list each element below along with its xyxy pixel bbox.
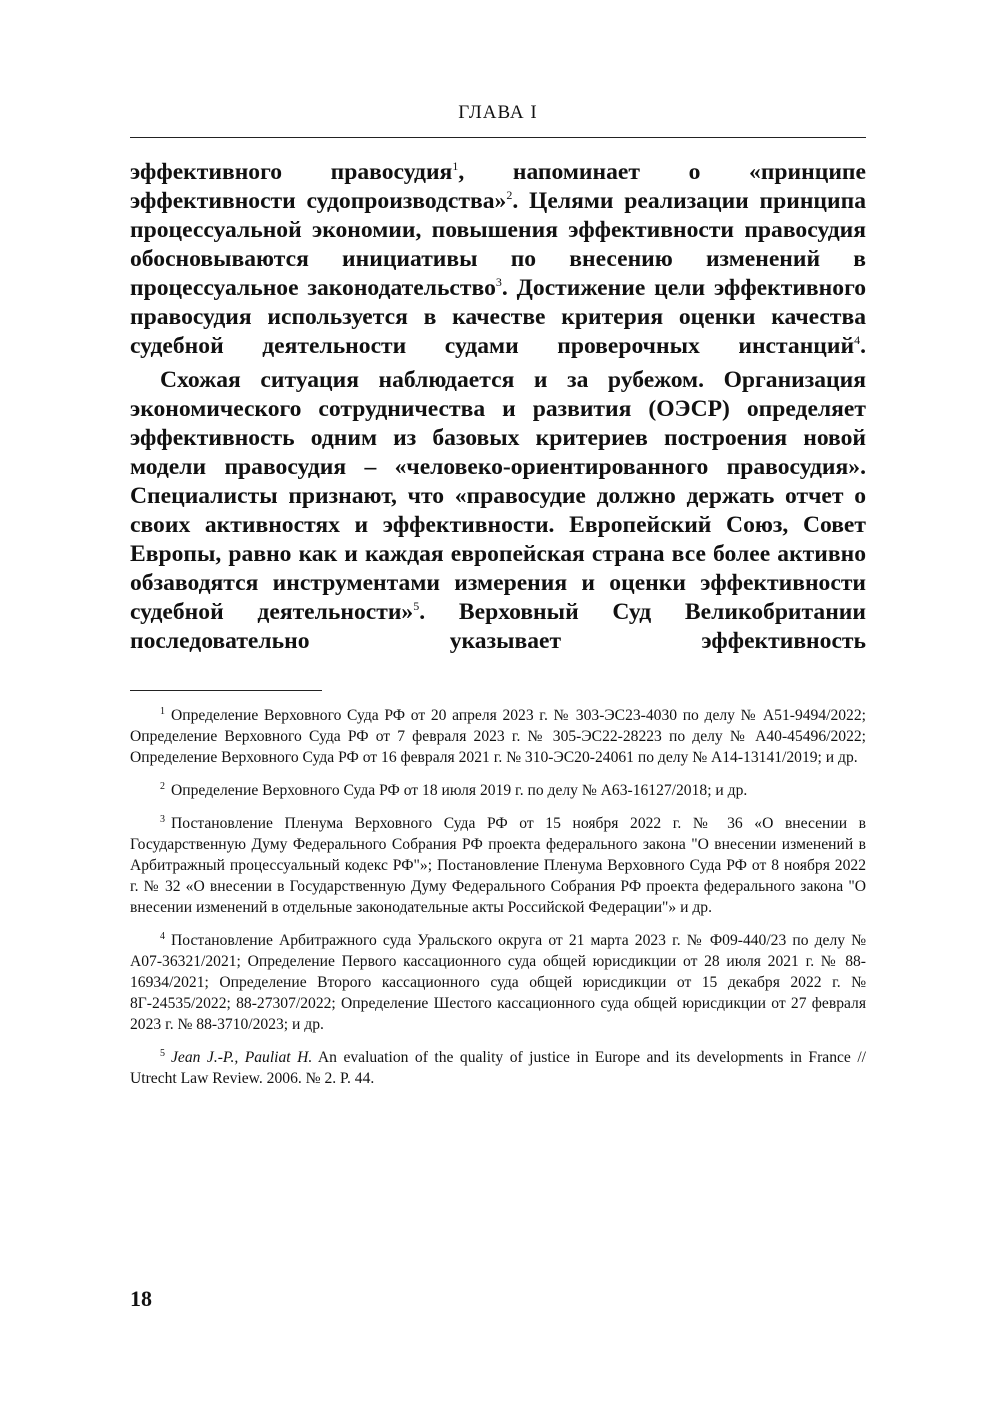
footnote-text: Постановление Пленума Верховного Суда РФ от 15 ноября 2022 г. № 36 «О внесении в Государственную Думу Федерального Собрания РФ проекта федерального закона "О внесении изменений в Арбитражный процессуальный кодекс РФ"»; Постановление Пленума Верховного Суда РФ от 8 ноября 2022 г. № 32 «О внесении в Государственную Думу Федерального Собрания РФ проекта федерального закона "О внесении изменений в отдельные законодательные акты Российской Федерации"» и др. (130, 815, 866, 916)
footnote-rule (130, 690, 322, 691)
paragraph-2: Схожая ситуация наблюдается и за рубежом. Организация экономического сотрудничества и развития (ОЭСР) определяет эффективность одним из базовых критериев построения новой модели правосудия – «человеко-ориентированного правосудия». Специалисты признают, что «правосудие должно держать отчет о своих активностях и эффективности. Европейский Союз, Совет Европы, равно как и каждая европейская страна все более активно обзаводятся инструментами измерения и оценки эффективности судебной деятельности»$^5$. Верховный Суд Великобритании последовательно указывает эффективность (130, 367, 866, 654)
footnotes (130, 705, 866, 1101)
main-text (130, 158, 866, 656)
footnote-1 (130, 705, 866, 768)
footnote-author: Jean J.-P., Pauliat H. (171, 1049, 313, 1066)
footnote-ref-5[interactable]: 5 (413, 599, 420, 614)
footnote-2 (130, 780, 866, 801)
page-number: 18 (130, 1286, 152, 1311)
footnote-number: 3 (160, 813, 165, 825)
running-title: ГЛАВА I (458, 102, 538, 123)
footnote-text: Определение Верховного Суда РФ от 20 апреля 2023 г. № 303-ЭС23-4030 по делу № А51-9494/2022; Определение Верховного Суда РФ от 7 февраля 2023 г. № 305-ЭС22-28223 по делу № А40-45496/2022; Определение Верховного Суда РФ от 16 февраля 2021 г. № 310-ЭС20-24061 по делу № А14-13141/2019; и др. (130, 707, 866, 766)
footnote-number: 5 (160, 1047, 165, 1059)
footnote-3 (130, 813, 866, 918)
footnote-5 (130, 1047, 866, 1089)
footnote-text: Постановление Арбитражного суда Уральского округа от 21 марта 2023 г. № Ф09-440/23 по делу № А07-36321/2021; Определение Первого кассационного суда общей юрисдикции от 28 июля 2021 г. № 88-16934/2021; Определение Второго кассационного суда общей юрисдикции от 15 декабря 2022 г. № 8Г-24535/2022; 88-27307/2022; Определение Шестого кассационного суда общей юрисдикции от 27 февраля 2023 г. № 88-3710/2023; и др. (130, 932, 866, 1033)
footnote-ref-4[interactable]: 4 (854, 333, 861, 348)
footnote-ref-3[interactable]: 3 (495, 275, 502, 290)
footnote-text: An evaluation of the quality of justice in Europe and its developments in France // Utrecht Law Review. 2006. № 2. P. 44. (130, 1049, 867, 1087)
footnote-ref-1[interactable]: 1 (452, 159, 459, 174)
footnote-number: 2 (160, 780, 165, 792)
footnote-4 (130, 930, 866, 1035)
footnote-text: Определение Верховного Суда РФ от 18 июля 2019 г. по делу № А63-16127/2018; и др. (171, 782, 748, 799)
footnote-ref-2[interactable]: 2 (506, 188, 513, 203)
footnote-number: 4 (160, 930, 165, 942)
footnote-number: 1 (160, 705, 165, 717)
paragraph-1: эффективного правосудия$^1$, напоминает о «принципе эффективности судопроизводства»$^2$. Целями реализации принципа процессуальной экономии, повышения эффективности правосудия обосновываются инициативы по внесению изменений в процессуальное законодательство$^3$. Достижение цели эффективного правосудия используется в качестве критерия оценки качества судебной деятельности судами проверочных инстанций$^4$. (130, 159, 867, 359)
header-rule (130, 137, 866, 138)
